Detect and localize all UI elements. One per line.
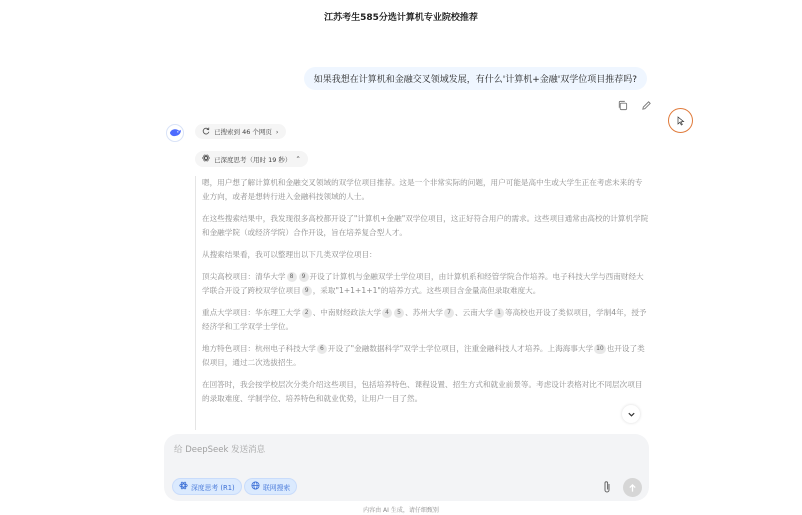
thinking-paragraph: 地方特色项目：杭州电子科技大学 6 开设了"金融数据科学"双学士学位项目，注重金融科技人才培养。上海海事大学 10 也开设了类似项目，通过二次选拔招生。 <box>202 343 645 367</box>
citation-badge[interactable]: 7 <box>444 308 454 318</box>
web-search-toggle[interactable] <box>244 478 297 495</box>
citation-badge[interactable]: 10 <box>596 344 604 352</box>
thinking-paragraph: 嗯，用户想了解计算机和金融交叉领域的双学位项目推荐。这是一个非常实际的问题，用户可能是高中生或大学生正在考虑未来的专业方向，或者是想转行进入金融科技领域的人士。 <box>202 178 643 202</box>
deep-think-label: 深度思考 (R1) <box>191 483 235 492</box>
message-composer <box>164 434 649 501</box>
page-title: 江苏考生585分选计算机专业院校推荐 <box>324 13 478 23</box>
citation-badge[interactable]: 8 <box>287 272 297 282</box>
cursor-highlight <box>668 108 693 133</box>
thinking-content <box>195 176 650 430</box>
search-status-label: 已搜索到 46 个网页 <box>214 128 272 136</box>
atom-icon <box>179 481 188 492</box>
thinking-paragraph: 在回答时，我会按学校层次分类介绍这些项目，包括培养特色、课程设置、招生方式和就业前景等。考虑设计表格对比不同层次项目的录取难度、学制学位、培养特色和就业优势，让用户一目了然。 <box>202 379 643 403</box>
message-input[interactable] <box>174 443 634 457</box>
chevron-right-icon: › <box>275 127 279 136</box>
citation-badge[interactable]: 5 <box>394 308 404 318</box>
paperclip-icon[interactable] <box>600 479 614 495</box>
refresh-icon <box>202 127 210 137</box>
web-search-label: 联网搜索 <box>263 483 291 492</box>
atom-icon <box>202 154 210 164</box>
chevron-up-icon: ⌃ <box>295 155 301 163</box>
citation-badge[interactable]: 9 <box>299 272 309 282</box>
mouse-pointer-icon <box>677 116 685 126</box>
thinking-status-label: 已深度思考（用时 19 秒） <box>214 155 292 164</box>
citation-badge[interactable]: 4 <box>382 308 392 318</box>
deep-think-toggle[interactable] <box>172 478 242 495</box>
citation-badge[interactable]: 2 <box>302 308 312 318</box>
thinking-toggle[interactable] <box>195 151 308 167</box>
thinking-paragraph: 在这些搜索结果中，我发现很多高校都开设了"计算机+金融"双学位项目，这正好符合用户的需求。这些项目通常由高校的计算机学院和金融学院（或经济学院）合作开设，旨在培养复合型人才。 <box>202 214 649 238</box>
send-button[interactable] <box>623 478 642 497</box>
thinking-paragraph: 重点大学项目：华东理工大学 2 、中南财经政法大学 4 5 、苏州大学 7 、云南大学 1 等高校也开设了类似项目，学制4年，授予经济学和工学双学士学位。 <box>202 307 647 331</box>
search-results-toggle[interactable] <box>195 124 286 139</box>
citation-badge[interactable]: 6 <box>317 344 327 354</box>
arrow-up-icon <box>628 483 637 493</box>
citation-badge[interactable]: 9 <box>302 286 312 296</box>
chevron-down-icon <box>627 410 636 419</box>
message-actions <box>616 99 652 111</box>
deepseek-whale-icon <box>166 124 184 142</box>
user-message: 如果我想在计算机和金融交叉领域发展，有什么'计算机+金融'双学位项目推荐吗? <box>304 67 647 90</box>
thinking-paragraph: 顶尖高校项目：清华大学 8 9 开设了计算机与金融双学士学位项目，由计算机系和经管学院合作培养。电子科技大学与西南财经大学联合开设了跨校双学位项目 9 ，采取"1+1+1+1"的培养方式。这些项目含金量高但录取难度大。 <box>202 271 644 295</box>
edit-icon[interactable] <box>640 99 652 111</box>
copy-icon[interactable] <box>616 99 628 111</box>
disclaimer: 内容由 AI 生成，请仔细甄别 <box>363 507 439 514</box>
scroll-down-button[interactable] <box>622 405 640 423</box>
globe-icon <box>251 481 260 492</box>
citation-badge[interactable]: 1 <box>494 308 504 318</box>
thinking-paragraph: 从搜索结果看，我可以整理出以下几类双学位项目： <box>202 250 377 259</box>
